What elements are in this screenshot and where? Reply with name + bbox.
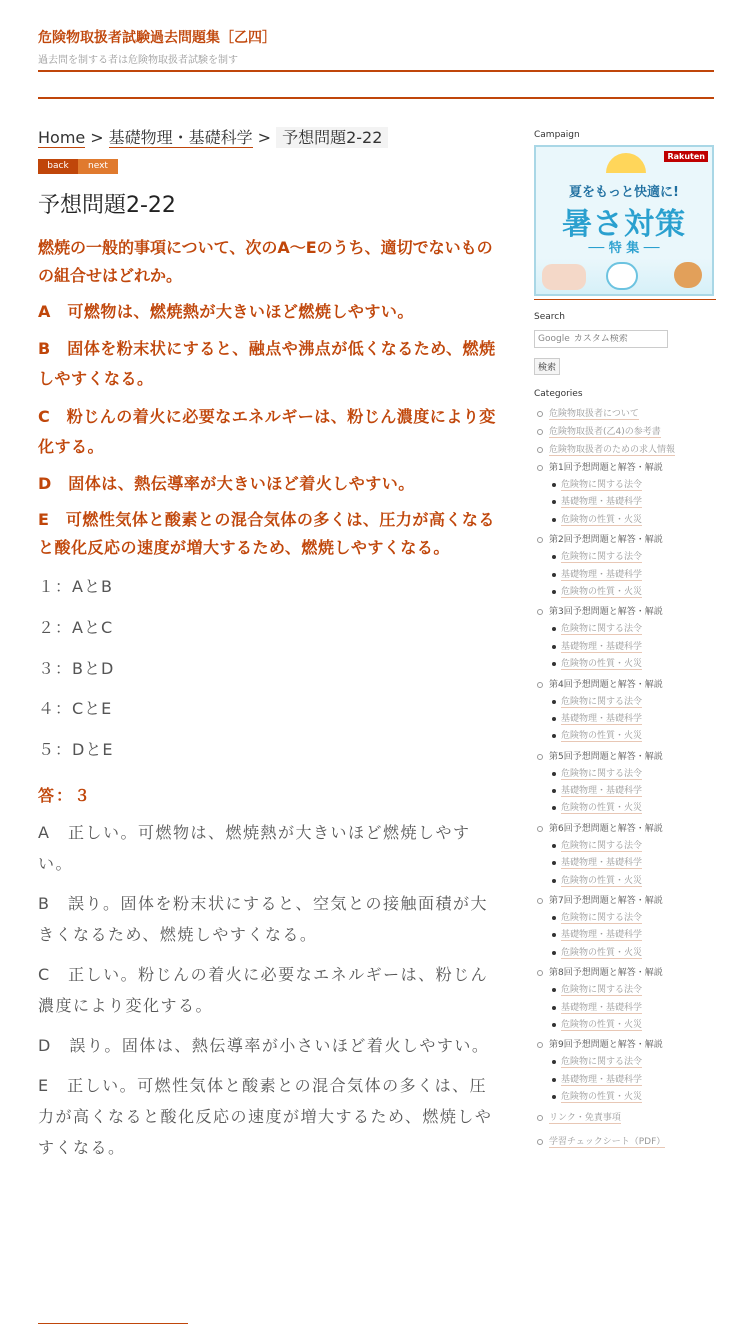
choice-5: ５：DとE: [38, 740, 114, 760]
back-button[interactable]: back: [38, 159, 78, 174]
list-item: [549, 784, 716, 801]
banner-line1: 夏をもっと快適に!: [569, 185, 679, 200]
breadcrumb-separator: >: [257, 128, 272, 147]
category-link[interactable]: 危険物取扱者のための求人情報: [549, 445, 676, 455]
answer-choices: [38, 572, 498, 776]
category-list: [534, 407, 716, 1153]
dog-illustration: [674, 262, 702, 288]
option-d: D 固体は、熱伝導率が大きいほど着火しやすい。: [38, 474, 415, 493]
list-item: [549, 513, 716, 530]
list-item: [549, 946, 716, 963]
subcategory-link[interactable]: 基礎物理・基礎科学: [561, 641, 643, 652]
category-parent[interactable]: 第9回予想問題と解答・解説: [549, 1040, 663, 1051]
subcategory-link[interactable]: 危険物に関する法令: [561, 552, 643, 563]
list-item: [549, 1090, 716, 1107]
subcategory-list: [549, 839, 716, 891]
bear-illustration: [606, 262, 638, 290]
list-item: [549, 839, 716, 856]
subcategory-link[interactable]: 危険物に関する法令: [561, 1057, 643, 1068]
subcategory-link[interactable]: 基礎物理・基礎科学: [561, 1002, 643, 1013]
subcategory-link[interactable]: 危険物に関する法令: [561, 480, 643, 490]
checksheet-pdf-link[interactable]: 学習チェックシート（PDF）: [549, 1136, 666, 1147]
question-text: 燃焼の一般的事項について、次のA～Eのうち、適切でないものの組合せはどれか。: [38, 238, 493, 285]
category-group: [534, 461, 716, 530]
subcategory-link[interactable]: 危険物の性質・火災: [561, 803, 643, 814]
subcategory-list: [549, 911, 716, 963]
footer-divider: [38, 1323, 188, 1324]
category-group: [534, 894, 716, 963]
category-parent[interactable]: 第8回予想問題と解答・解説: [549, 968, 663, 979]
category-parent[interactable]: 第3回予想問題と解答・解説: [549, 607, 663, 618]
list-item: [534, 443, 716, 461]
rakuten-logo: Rakuten: [664, 151, 708, 162]
category-group: [534, 822, 716, 891]
option-b: B 固体を粉末状にすると、融点や沸点が低くなるため、燃焼しやすくなる。: [38, 339, 496, 388]
breadcrumb-category[interactable]: 基礎物理・基礎科学: [108, 128, 253, 147]
person-illustration: [542, 264, 586, 290]
breadcrumb-current: 予想問題2-22: [276, 127, 388, 148]
explanation-c: C 正しい。粉じんの着火に必要なエネルギーは、粉じん濃度により変化する。: [38, 964, 489, 1015]
subcategory-link[interactable]: 危険物に関する法令: [561, 985, 643, 996]
subcategory-list: [549, 695, 716, 747]
list-item: [549, 928, 716, 945]
category-link[interactable]: 危険物取扱者について: [549, 409, 639, 419]
links-disclaimer-link[interactable]: リンク・免責事項: [549, 1112, 621, 1123]
choice-3: ３：BとD: [38, 658, 115, 678]
list-item: [549, 874, 716, 891]
subcategory-link[interactable]: 基礎物理・基礎科学: [561, 569, 643, 580]
subcategory-link[interactable]: 基礎物理・基礎科学: [561, 858, 643, 869]
answer-text: 答：３: [38, 785, 93, 805]
post-title: 予想問題2-22: [38, 193, 176, 218]
list-item: [549, 657, 716, 674]
subcategory-link[interactable]: 危険物の性質・火災: [561, 875, 643, 886]
category-group: [534, 1038, 716, 1107]
category-parent[interactable]: 第1回予想問題と解答・解説: [549, 463, 663, 473]
subcategory-list: [549, 983, 716, 1035]
list-item: [534, 407, 716, 425]
choice-4: ４：CとE: [38, 699, 113, 719]
list-item: [549, 1018, 716, 1035]
category-parent[interactable]: 第7回予想問題と解答・解説: [549, 896, 663, 907]
header-divider: [38, 70, 714, 72]
post-navigation: [38, 159, 498, 174]
campaign-banner[interactable]: [534, 145, 714, 296]
option-a: A 可燃物は、燃焼熱が大きいほど燃焼しやすい。: [38, 302, 414, 321]
breadcrumb-separator: >: [90, 128, 104, 147]
category-parent[interactable]: 第5回予想問題と解答・解説: [549, 751, 663, 762]
category-link[interactable]: 危険物取扱者(乙4)の参考書: [549, 427, 661, 437]
category-parent[interactable]: 第6回予想問題と解答・解説: [549, 823, 663, 834]
campaign-title: Campaign: [534, 130, 580, 140]
nav-divider: [38, 97, 714, 99]
category-parent[interactable]: 第4回予想問題と解答・解説: [549, 679, 663, 690]
category-group: [534, 750, 716, 819]
sun-illustration: [606, 153, 646, 173]
list-item: [549, 568, 716, 585]
search-button[interactable]: 検索: [534, 358, 560, 375]
subcategory-link[interactable]: 危険物の性質・火災: [561, 659, 643, 670]
search-title: Search: [534, 312, 565, 322]
subcategory-link[interactable]: 危険物の性質・火災: [561, 586, 643, 597]
list-item: [549, 712, 716, 729]
explanation-e: E 正しい。可燃性気体と酸素との混合気体の多くは、圧力が高くなると酸化反応の速度が増大するため、燃焼しやすくなる。: [38, 1075, 493, 1157]
option-e: E 可燃性気体と酸素との混合気体の多くは、圧力が高くなると酸化反応の速度が増大するため、燃焼しやすくなる。: [38, 510, 495, 557]
site-title[interactable]: 危険物取扱者試験過去問題集［乙四］: [38, 30, 276, 46]
subcategory-list: [549, 550, 716, 602]
list-item: [549, 1073, 716, 1090]
list-item: [549, 495, 716, 512]
subcategory-link[interactable]: 危険物の性質・火災: [561, 947, 643, 958]
search-input[interactable]: [574, 334, 664, 344]
option-c: C 粉じんの着火に必要なエネルギーは、粉じん濃度により変化する。: [38, 407, 496, 456]
subcategory-link[interactable]: 危険物の性質・火災: [561, 514, 643, 525]
explanation-d: D 誤り。固体は、熱伝導率が小さいほど着火しやすい。: [38, 1035, 490, 1055]
list-item: [549, 550, 716, 567]
subcategory-link[interactable]: 基礎物理・基礎科学: [561, 786, 643, 797]
list-item: [549, 856, 716, 873]
list-item: [549, 1055, 716, 1072]
main-content: [38, 125, 498, 1172]
subcategory-link[interactable]: 危険物に関する法令: [561, 840, 643, 851]
sidebar-divider: [534, 299, 716, 300]
choice-2: ２：AとC: [38, 617, 114, 637]
list-item: [534, 1111, 716, 1129]
list-item: [549, 767, 716, 784]
subcategory-link[interactable]: 危険物に関する法令: [561, 768, 643, 779]
subcategory-link[interactable]: 基礎物理・基礎科学: [561, 713, 643, 724]
subcategory-list: [549, 622, 716, 674]
subcategory-link[interactable]: 基礎物理・基礎科学: [561, 1074, 643, 1085]
banner-line3: ── 特 集 ──: [588, 241, 660, 256]
explanation-b: B 誤り。固体を粉末状にすると、空気との接触面積が大きくなるため、燃焼しやすくなる。: [38, 893, 488, 944]
subcategory-link[interactable]: 危険物に関する法令: [561, 913, 643, 924]
choice-1: １：AとB: [38, 577, 113, 596]
site-description: 過去問を制する者は危険物取扱者試験を制す: [38, 55, 238, 66]
explanation: [38, 817, 498, 1163]
subcategory-link[interactable]: 危険物に関する法令: [561, 696, 643, 707]
category-group: [534, 605, 716, 674]
list-item: [549, 801, 716, 818]
subcategory-link[interactable]: 危険物に関する法令: [561, 624, 643, 635]
list-item: [549, 911, 716, 928]
explanation-a: A 正しい。可燃物は、燃焼熱が大きいほど燃焼しやすい。: [38, 822, 471, 873]
subcategory-link[interactable]: 基礎物理・基礎科学: [561, 930, 643, 941]
google-logo: Google: [538, 334, 570, 344]
categories-title: Categories: [534, 389, 583, 399]
list-item: [549, 1001, 716, 1018]
list-item: [549, 983, 716, 1000]
sidebar: [534, 128, 716, 1153]
list-item: [534, 425, 716, 443]
banner-line2: 暑さ対策: [562, 207, 686, 242]
subcategory-list: [549, 478, 716, 530]
list-item: [549, 622, 716, 639]
category-parent[interactable]: 第2回予想問題と解答・解説: [549, 535, 663, 546]
list-item: [549, 640, 716, 657]
next-button[interactable]: next: [78, 159, 118, 174]
list-item: [549, 585, 716, 602]
list-item: [549, 695, 716, 712]
category-group: [534, 533, 716, 602]
list-item: [549, 478, 716, 495]
subcategory-link[interactable]: 危険物の性質・火災: [561, 731, 643, 742]
subcategory-link[interactable]: 基礎物理・基礎科学: [561, 497, 643, 508]
subcategory-list: [549, 1055, 716, 1107]
breadcrumb-home[interactable]: Home: [38, 128, 86, 147]
breadcrumb: [38, 125, 498, 151]
search-box: [534, 330, 668, 348]
subcategory-list: [549, 767, 716, 819]
subcategory-link[interactable]: 危険物の性質・火災: [561, 1092, 643, 1103]
subcategory-link[interactable]: 危険物の性質・火災: [561, 1019, 643, 1030]
list-item: [549, 729, 716, 746]
category-group: [534, 678, 716, 747]
list-item: [534, 1135, 716, 1153]
category-group: [534, 966, 716, 1035]
